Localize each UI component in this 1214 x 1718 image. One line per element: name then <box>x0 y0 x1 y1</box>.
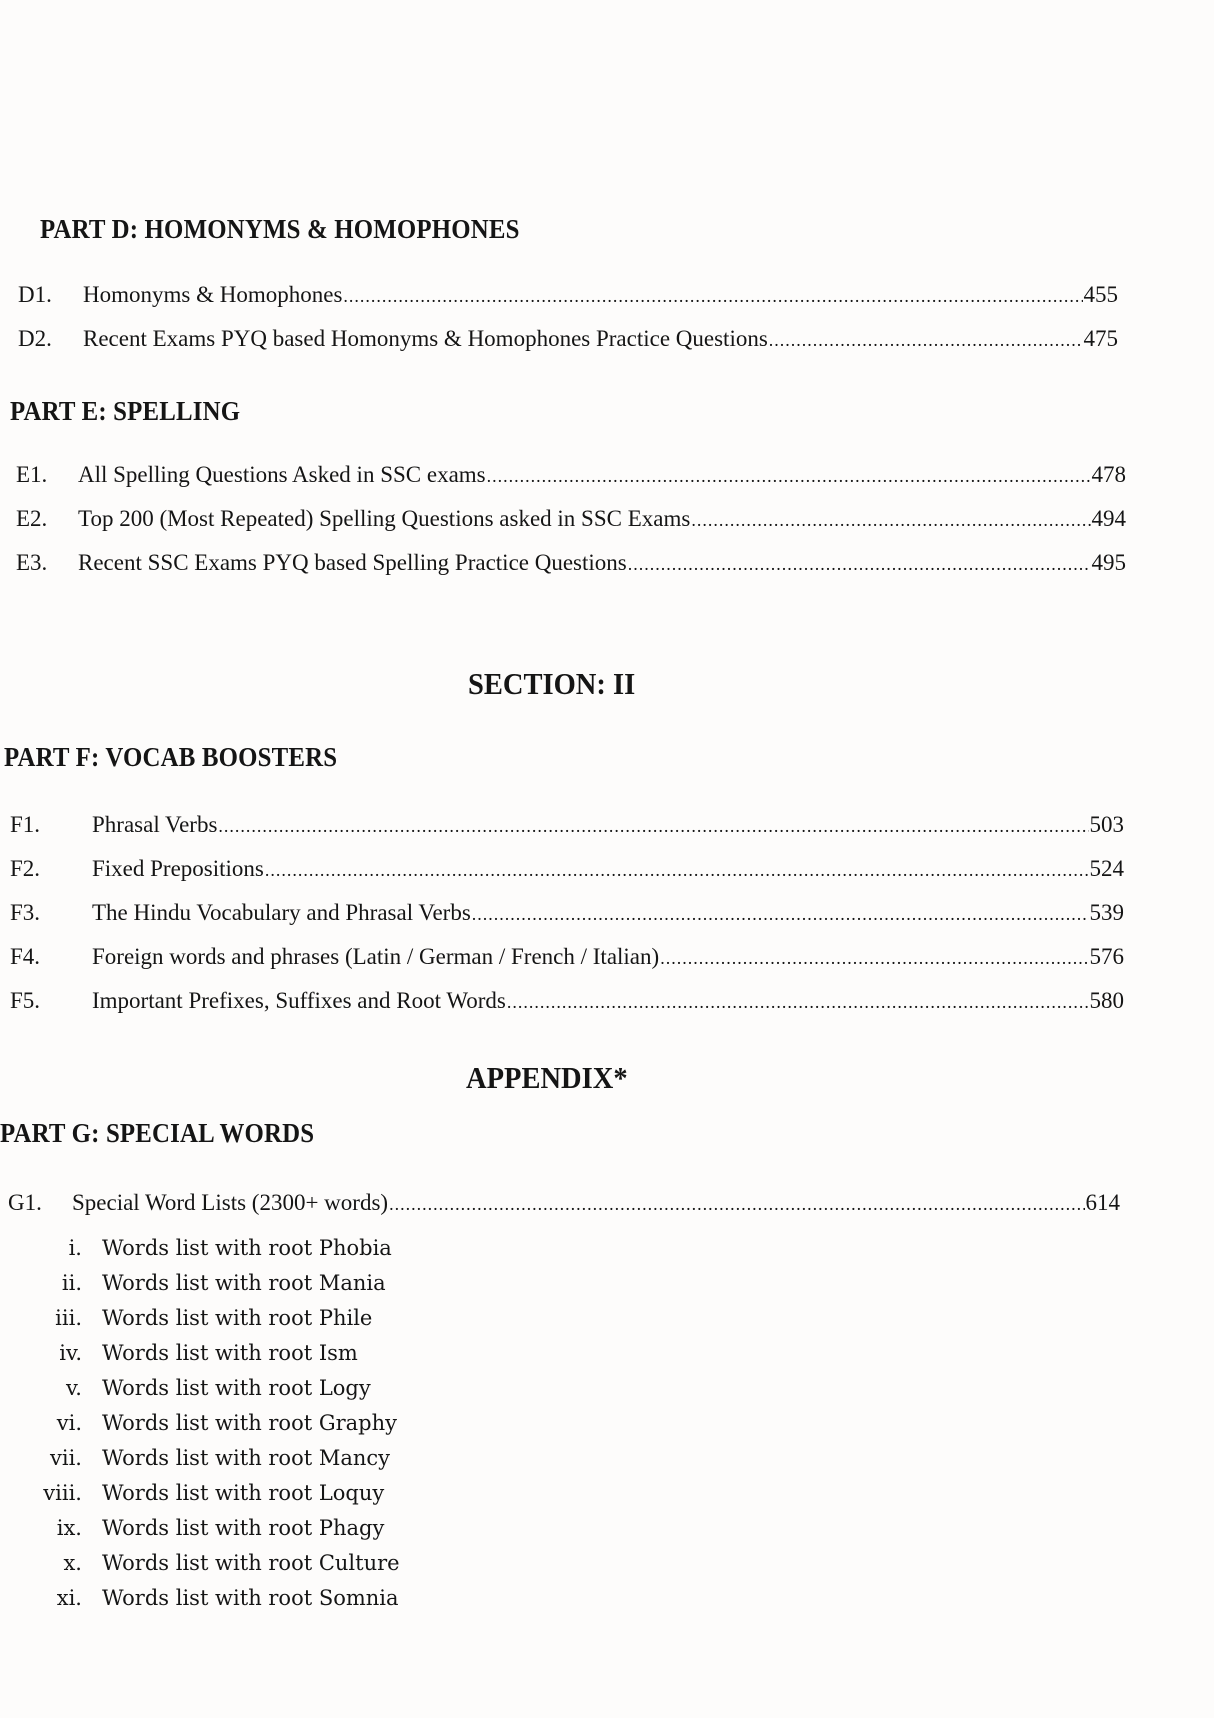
entry-title: The Hindu Vocabulary and Phrasal Verbs <box>92 900 471 925</box>
sub-entry-num: v. <box>65 1376 82 1400</box>
toc-entry-e2[interactable] <box>16 506 1126 532</box>
sub-entry-mancy[interactable] <box>26 1446 390 1470</box>
sub-entry-text: Words list with root Culture <box>102 1551 400 1575</box>
toc-entry-f2[interactable] <box>10 856 1124 882</box>
sub-entry-phagy[interactable] <box>26 1516 384 1540</box>
dot-leader <box>265 860 1089 881</box>
sub-entry-text: Words list with root Phile <box>102 1306 373 1330</box>
entry-page: 495 <box>1091 550 1126 575</box>
sub-entry-text: Words list with root Ism <box>102 1341 358 1365</box>
entry-page: 539 <box>1089 900 1124 925</box>
appendix-heading: APPENDIX* <box>466 1060 628 1095</box>
entry-code: F2. <box>10 856 41 881</box>
entry-code: D1. <box>18 282 52 307</box>
toc-entry-f4[interactable] <box>10 944 1124 970</box>
sub-entry-culture[interactable] <box>26 1551 400 1575</box>
entry-page: 455 <box>1083 282 1118 307</box>
sub-entry-num: viii. <box>43 1481 82 1505</box>
dot-leader <box>389 1194 1084 1215</box>
dot-leader <box>660 948 1088 969</box>
sub-entry-num: i. <box>68 1236 82 1260</box>
entry-code: E1. <box>16 462 48 487</box>
sub-entry-text: Words list with root Phagy <box>102 1516 385 1540</box>
part-d-heading: PART D: HOMONYMS & HOMOPHONES <box>40 214 520 244</box>
toc-entry-e3[interactable] <box>16 550 1126 576</box>
dot-leader <box>507 992 1089 1013</box>
sub-entry-text: Words list with root Loquy <box>102 1481 385 1505</box>
sub-entry-phile[interactable] <box>26 1306 372 1330</box>
entry-code: E2. <box>16 506 48 531</box>
entry-page: 614 <box>1085 1190 1120 1215</box>
entry-title: Phrasal Verbs <box>92 812 218 837</box>
sub-entry-num: vii. <box>50 1446 82 1470</box>
sub-entry-somnia[interactable] <box>26 1586 399 1610</box>
sub-entry-text: Words list with root Graphy <box>102 1411 397 1435</box>
entry-page: 576 <box>1089 944 1124 969</box>
dot-leader <box>472 904 1089 925</box>
sub-entry-loquy[interactable] <box>26 1481 384 1505</box>
toc-entry-f1[interactable] <box>10 812 1124 838</box>
entry-code: F3. <box>10 900 41 925</box>
dot-leader <box>769 330 1083 351</box>
entry-code: F4. <box>10 944 41 969</box>
sub-entry-num: ii. <box>61 1271 82 1295</box>
sub-entry-num: x. <box>63 1551 82 1575</box>
sub-entry-phobia[interactable] <box>26 1236 392 1260</box>
entry-title: Important Prefixes, Suffixes and Root Words <box>92 988 506 1013</box>
toc-entry-d2[interactable] <box>18 326 1118 352</box>
entry-title: Special Word Lists (2300+ words) <box>72 1190 389 1215</box>
sub-entry-logy[interactable] <box>26 1376 371 1400</box>
entry-title: Recent Exams PYQ based Homonyms & Homophones Practice Questions <box>83 326 768 351</box>
dot-leader <box>218 816 1088 837</box>
dot-leader <box>691 510 1090 531</box>
entry-title: All Spelling Questions Asked in SSC exams <box>78 462 486 487</box>
entry-page: 478 <box>1091 462 1126 487</box>
part-e-heading: PART E: SPELLING <box>10 396 241 426</box>
part-f-heading: PART F: VOCAB BOOSTERS <box>4 742 338 772</box>
entry-page: 580 <box>1089 988 1124 1013</box>
entry-page: 475 <box>1083 326 1118 351</box>
dot-leader <box>628 554 1091 575</box>
toc-entry-f3[interactable] <box>10 900 1124 926</box>
entry-page: 494 <box>1091 506 1126 531</box>
sub-entry-ism[interactable] <box>26 1341 358 1365</box>
sub-entry-graphy[interactable] <box>26 1411 397 1435</box>
toc-entry-e1[interactable] <box>16 462 1126 488</box>
entry-code: F5. <box>10 988 41 1013</box>
toc-entry-g1[interactable] <box>8 1190 1120 1216</box>
sub-entry-text: Words list with root Logy <box>102 1376 371 1400</box>
entry-code: E3. <box>16 550 48 575</box>
sub-entry-text: Words list with root Somnia <box>102 1586 399 1610</box>
toc-entry-d1[interactable] <box>18 282 1118 308</box>
entry-code: F1. <box>10 812 41 837</box>
sub-entry-text: Words list with root Mania <box>102 1271 386 1295</box>
part-g-heading: PART G: SPECIAL WORDS <box>0 1118 315 1148</box>
sub-entry-num: iv. <box>59 1341 82 1365</box>
entry-code: G1. <box>8 1190 42 1215</box>
sub-entry-num: xi. <box>56 1586 82 1610</box>
sub-entry-num: ix. <box>56 1516 82 1540</box>
sub-entry-text: Words list with root Phobia <box>102 1236 392 1260</box>
entry-page: 524 <box>1089 856 1124 881</box>
entry-page: 503 <box>1089 812 1124 837</box>
entry-title: Recent SSC Exams PYQ based Spelling Practice Questions <box>78 550 627 575</box>
sub-entry-mania[interactable] <box>26 1271 386 1295</box>
toc-entry-f5[interactable] <box>10 988 1124 1014</box>
dot-leader <box>487 466 1091 487</box>
entry-title: Fixed Prepositions <box>92 856 264 881</box>
entry-title: Top 200 (Most Repeated) Spelling Questions asked in SSC Exams <box>78 506 691 531</box>
sub-entry-text: Words list with root Mancy <box>102 1446 391 1470</box>
entry-title: Homonyms & Homophones <box>83 282 343 307</box>
sub-entry-num: vi. <box>56 1411 82 1435</box>
section-ii-heading: SECTION: II <box>468 666 636 701</box>
entry-title: Foreign words and phrases (Latin / German / French / Italian) <box>92 944 660 969</box>
entry-code: D2. <box>18 326 52 351</box>
sub-entry-num: iii. <box>55 1306 82 1330</box>
dot-leader <box>343 286 1082 307</box>
